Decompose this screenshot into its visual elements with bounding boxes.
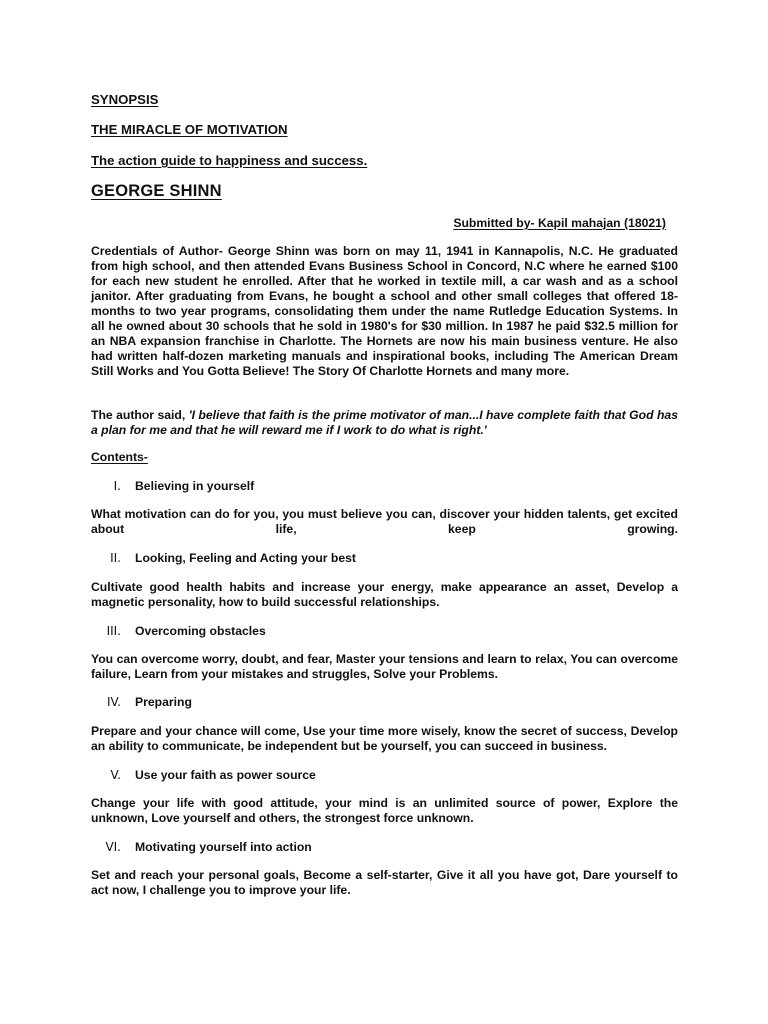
section-text: What motivation can do for you, you must believe you can, discover your hidden talents, get excited about life, keep growing. [91, 507, 678, 536]
contents-heading: Contents- [91, 450, 148, 464]
section-text: Set and reach your personal goals, Become a self-starter, Give it all you have got, Dare yourself to act now, I challenge you to improve your life. [91, 868, 678, 897]
synopsis-heading: SYNOPSIS [91, 92, 159, 107]
section-text: Cultivate good health habits and increase your energy, make appearance an asset, Develop a magnetic personality, how to build successful relationships. [91, 580, 678, 609]
section-numeral: IV. [106, 695, 121, 709]
section-title: Overcoming obstacles [135, 624, 266, 638]
book-subtitle: The action guide to happiness and success. [91, 153, 368, 168]
section-numeral: III. [106, 624, 121, 638]
author-quote: 'I believe that faith is the prime motivator of man...I have complete faith that God has a plan for me and that he will reward me if I work to do what is right.' [91, 408, 678, 437]
section-numeral: VI. [105, 840, 121, 854]
section-title: Believing in yourself [135, 479, 255, 493]
section-title: Preparing [135, 695, 192, 709]
book-title: THE MIRACLE OF MOTIVATION [91, 122, 288, 137]
section-numeral: II. [110, 551, 121, 565]
section-text: Change your life with good attitude, your mind is an unlimited source of power, Explore the unknown, Love yourself and others, the strongest force unknown. [91, 796, 678, 825]
author-quote-paragraph [91, 408, 678, 438]
section-text: Prepare and your chance will come, Use your time more wisely, know the secret of success, Develop an ability to communicate, be independent but be yourself, you can succeed in business. [91, 724, 678, 753]
section-numeral: I. [113, 479, 121, 493]
submitted-by: Submitted by- Kapil mahajan (18021) [453, 216, 666, 230]
section-text: You can overcome worry, doubt, and fear, Master your tensions and learn to relax, You can overcome failure, Learn from your mistakes and struggles, Solve your Problems. [91, 652, 678, 681]
section-title: Looking, Feeling and Acting your best [135, 551, 356, 565]
section-numeral: V. [110, 768, 121, 782]
author-credentials: Credentials of Author- George Shinn was born on may 11, 1941 in Kannapolis, N.C. He graduated from high school, and then attended Evans Business School in Concord, N.C where he earned $100 for each new student he enrolled. After that he worked in textile mill, a car wash and as a school janitor. After graduating from Evans, he bought a school and other small colleges that offered 18- months to two year programs, consolidating them under the name Rutledge Education Systems. In all he owned about 30 schools that he sold in 1980's for $30 million. In 1987 he paid $32.5 million for an NBA expansion franchise in Charlotte. The Hornets are now his main business venture. He also had written half-dozen marketing manuals and inspirational books, including The American Dream Still Works and You Gotta Believe! The Story Of Charlotte Hornets and many more. [91, 244, 678, 378]
section-title: Use your faith as power source [135, 768, 316, 782]
section-title: Motivating yourself into action [135, 840, 312, 854]
quote-lead: The author said, [91, 408, 189, 422]
author-name: GEORGE SHINN [91, 182, 222, 200]
